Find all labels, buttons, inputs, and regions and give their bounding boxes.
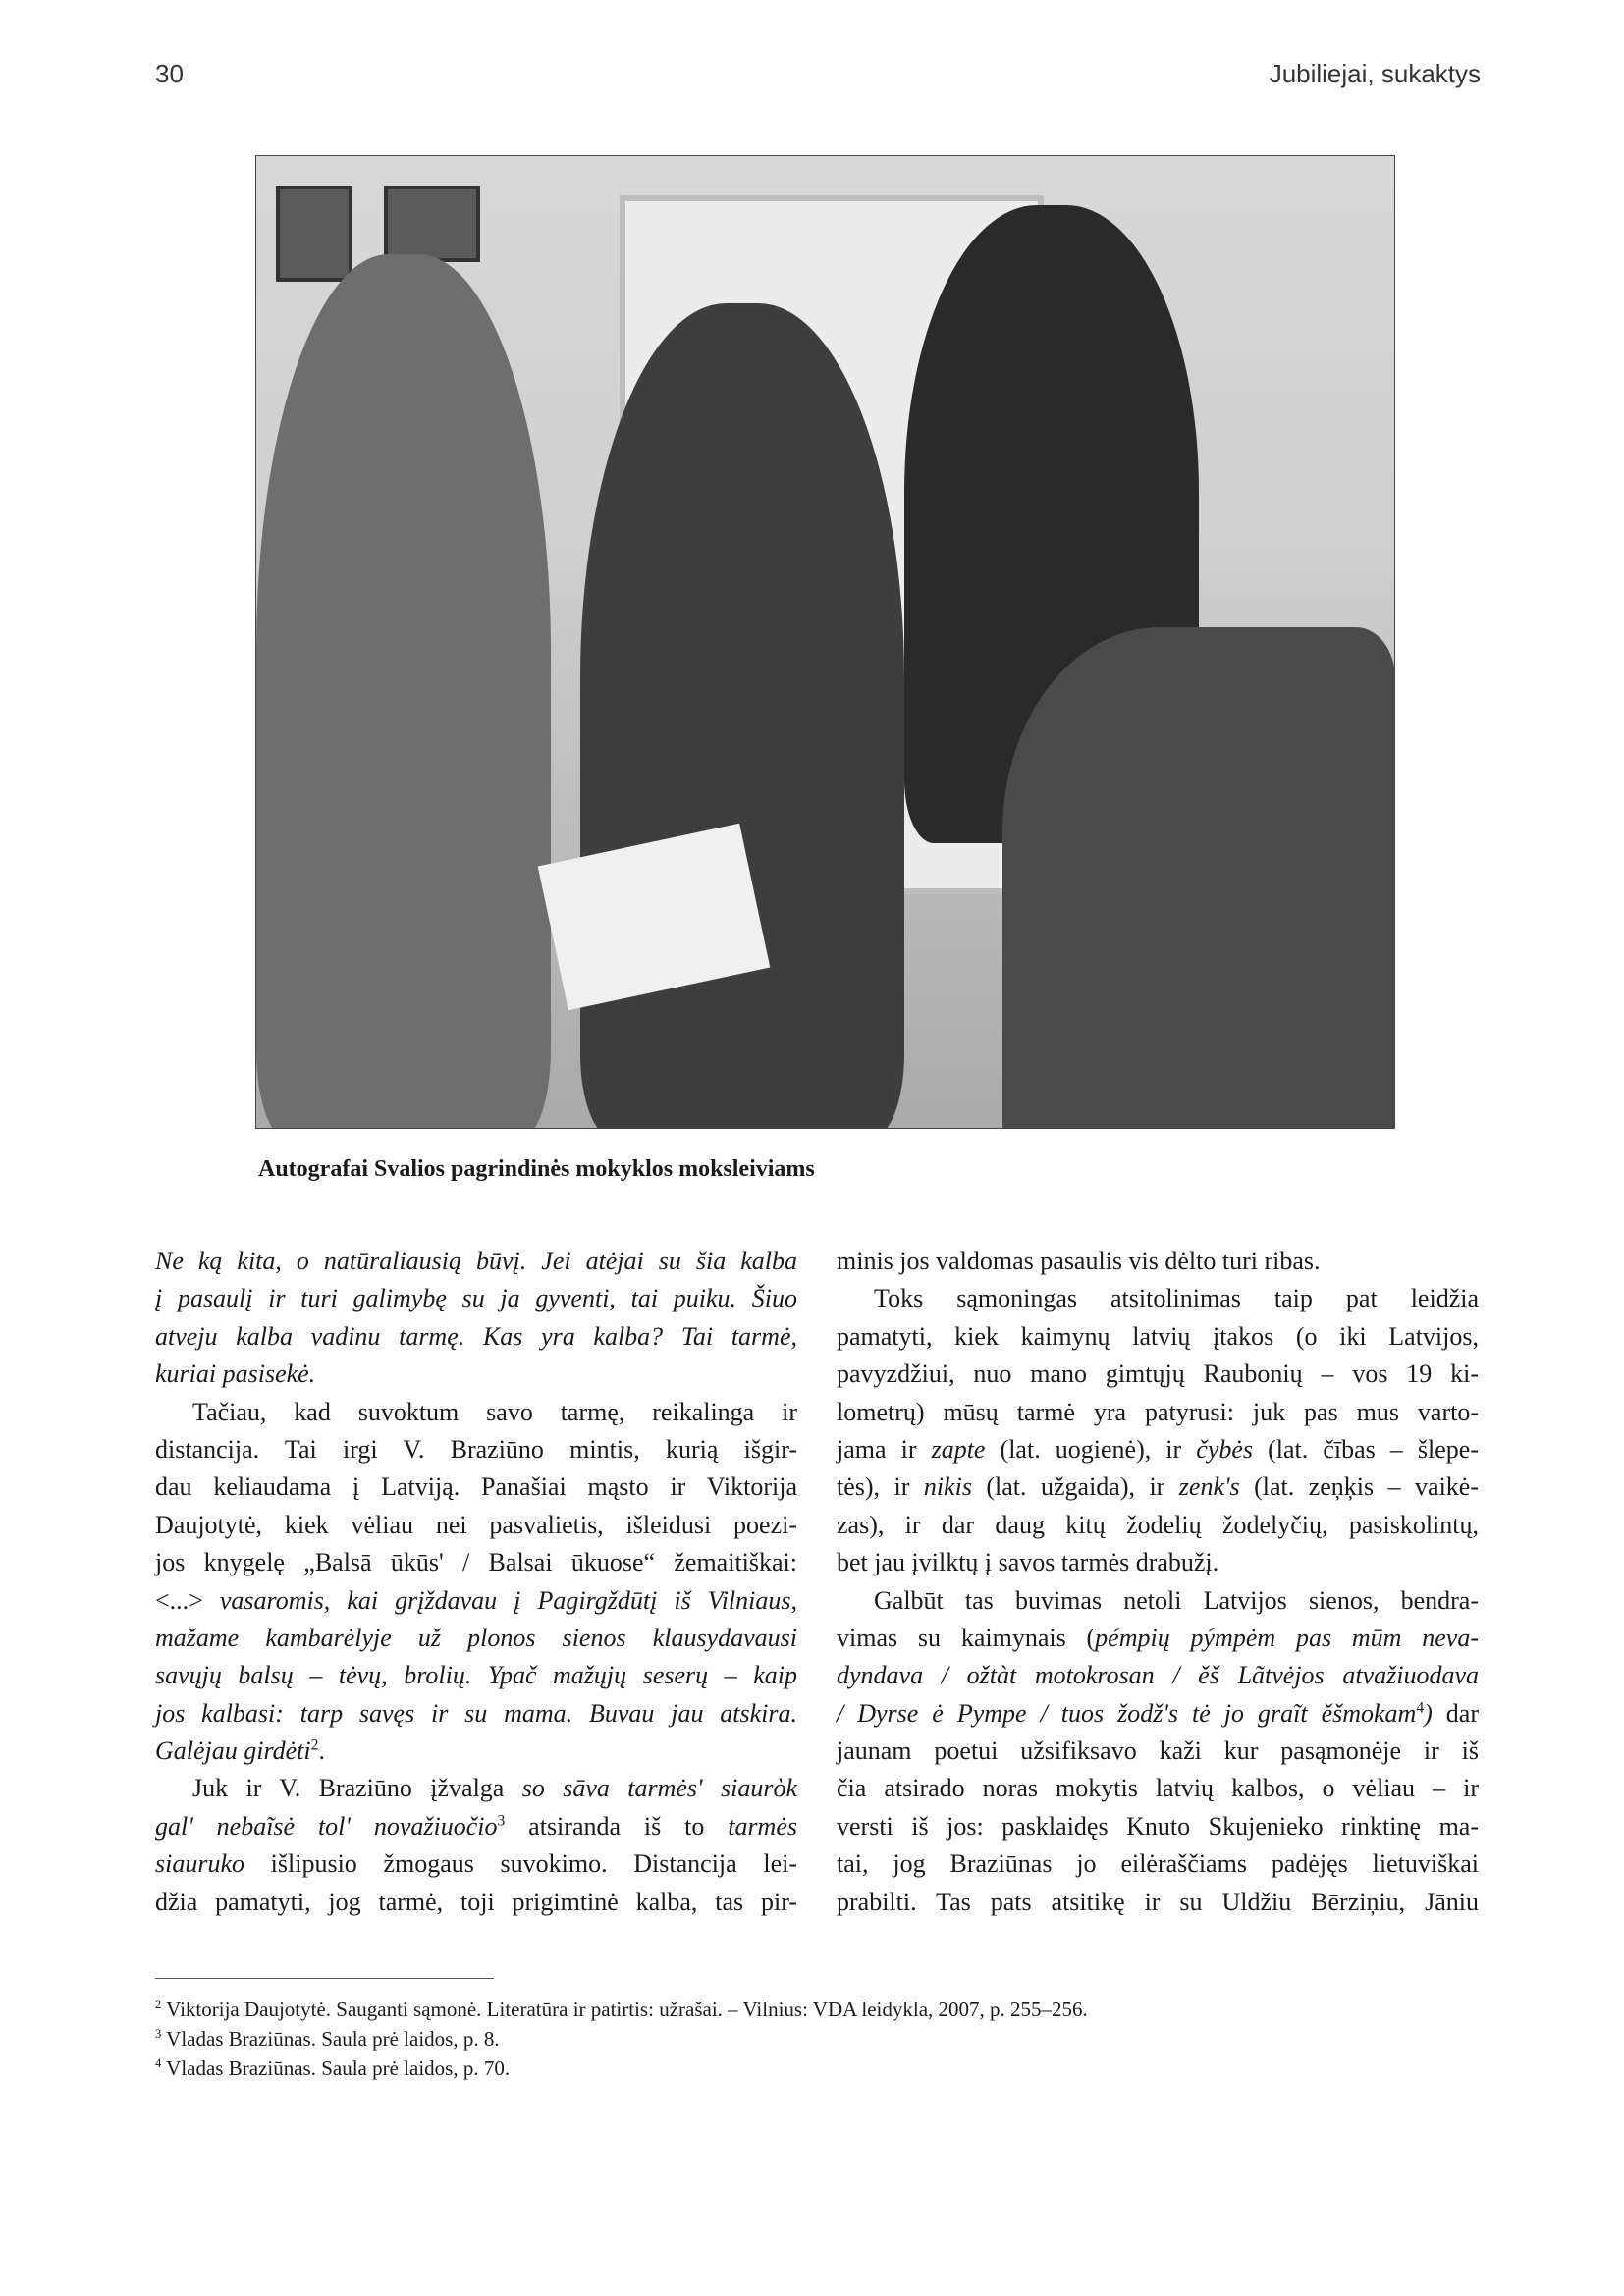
text-segment: Tačiau, kad suvoktum savo tarmę, reikalinga ir [192,1397,797,1426]
footnote-text: Vladas Braziūnas. Saula prė laidos, p. 8. [161,2027,500,2051]
text-line [837,1394,1479,1431]
footnote-ref: 2 [310,1736,319,1754]
footnote-number: 2 [155,1998,162,2011]
text-segment: gal' nebaĩsė tol' novažiuočio [155,1811,498,1841]
text-segment: nikis [923,1472,972,1502]
text-line [155,1582,797,1620]
text-segment: džia pamatyti, jog tarmė, toji prigimtinė kalba, tas pir- [155,1887,797,1916]
text-line [837,1808,1479,1845]
text-segment: lometrų) mūsų tarmė yra patyrusi: juk pas mus varto- [837,1397,1479,1426]
text-line [837,1582,1479,1620]
text-segment: so sāva tarmės' siaurὸk [521,1774,797,1803]
text-line [155,1733,797,1770]
footnote [155,2024,1088,2054]
text-segment: zas), ir dar daug kitų žodelių žodelyčių, pasiskolintų, [837,1510,1479,1539]
text-segment: tarmės [728,1811,797,1841]
text-line [155,1884,797,1921]
text-line [837,1318,1479,1356]
text-segment: zapte [931,1434,986,1464]
text-segment: atveju kalba vadinu tarmę. Kas yra kalba? Tai tarmė, [155,1321,797,1351]
text-line [155,1243,797,1280]
text-segment: tai, jog Braziūnas jo eilėraščiams padėjęs lietuviškai [837,1849,1479,1879]
text-segment: jama ir [837,1434,932,1464]
text-segment: savųjų balsų – tėvų, brolių. Ypač mažųjų seserų – kaip [155,1661,797,1690]
text-line [155,1356,797,1393]
text-line [155,1544,797,1581]
footnote [155,2054,1088,2083]
text-line [837,1507,1479,1544]
text-line [837,1243,1479,1280]
footnote-text: Vladas Braziūnas. Saula prė laidos, p. 70. [161,2056,511,2080]
text-segment: mažame kambarėlyje už plonos sienos klausydavausi [155,1623,797,1652]
text-segment: Ne ką kita, o natūraliausią būvį. Jei atėjai su šia kalba [155,1247,797,1275]
text-line [837,1884,1479,1921]
text-segment: (lat. čības – šlepe- [1253,1434,1479,1464]
text-segment: (lat. užgaida), ir [971,1472,1179,1502]
text-segment: siauruko [155,1849,244,1879]
text-line [837,1356,1479,1393]
text-segment: <...> [155,1585,203,1615]
text-segment: dyndava / ožtàt motokrosan / ěš Lãtvėjos atvažiuodava [837,1661,1479,1690]
text-segment: zenk's [1178,1472,1240,1502]
text-line [837,1544,1479,1581]
figure-caption: Autografai Svalios pagrindinės mokyklos moksleiviams [258,1156,815,1182]
text-segment: čybės [1196,1434,1254,1464]
text-line [155,1845,797,1883]
text-segment: / Dyrse ė Pympe / tuos žodž's tė jo graĩt ěšmokam [837,1698,1417,1728]
footnotes [155,1995,1088,2083]
text-line [155,1280,797,1317]
text-segment: vasaromis, kai grįždavau į Pagirgždūtį iš Vilniaus, [202,1585,797,1615]
text-segment: į pasaulį ir turi galimybę su ja gyventi, tai puiku. Šiuo [155,1284,797,1313]
text-segment: išlipusio žmogaus suvokimo. Distancija lei- [244,1849,797,1879]
text-segment: Juk ir V. Braziūno įžvalga [192,1774,522,1803]
text-line [155,1318,797,1356]
text-line [837,1695,1479,1733]
text-segment: jos kalbasi: tarp savęs ir su mama. Buvau jau atskira. [155,1698,797,1728]
page-number: 30 [155,59,184,88]
text-line [837,1431,1479,1468]
text-line [837,1733,1479,1770]
text-segment: Galėjau girdėti [155,1736,311,1766]
seated-man [1002,627,1395,1129]
text-line [155,1507,797,1544]
text-segment: dau keliaudama į Latviją. Panašiai mąsto ir Viktorija [155,1472,797,1502]
footnote [155,1995,1088,2024]
text-line [837,1620,1479,1657]
footnote-divider [155,1978,494,1979]
girl-center [580,303,904,1129]
text-line [155,1468,797,1506]
text-line [155,1657,797,1694]
text-segment: . [318,1736,325,1766]
text-segment: dar [1432,1698,1479,1728]
text-line [837,1280,1479,1317]
text-segment: versti iš jos: pasklaidęs Knuto Skujenieko rinktinę ma- [837,1811,1479,1841]
text-segment: kuriai pasisekė. [155,1360,316,1389]
text-segment: tės), ir [837,1472,924,1502]
text-segment: atsiranda iš to [505,1811,729,1841]
footnote-ref: 3 [497,1812,506,1830]
text-segment: pémpių pýmpėm pas mūm neva- [1095,1623,1479,1652]
text-line [155,1394,797,1431]
text-line [837,1468,1479,1506]
text-segment: jaunam poetui užsifiksavo kaži kur pasąmonėje ir iš [837,1736,1479,1766]
text-segment: minis jos valdomas pasaulis vis dėlto turi ribas. [837,1247,1321,1275]
text-line [837,1770,1479,1807]
footnote-number: 3 [155,2027,162,2041]
text-line [155,1695,797,1733]
running-header: Jubiliejai, sukaktys [1269,59,1481,88]
text-segment: vimas su kaimynais ( [837,1623,1096,1652]
footnote-text: Viktorija Daujotytė. Sauganti sąmonė. Literatūra ir patirtis: užrašai. – Vilnius: VDA leidykla, 2007, p. 255–256. [161,1998,1088,2021]
text-segment: Galbūt tas buvimas netoli Latvijos sienos, bendra- [874,1585,1479,1615]
girl-left [256,254,551,1129]
wall-picture [276,186,352,282]
text-segment: bet jau įvilktų į savos tarmės drabužį. [837,1548,1219,1577]
wall-picture [384,186,480,262]
text-segment: jos knygelę „Balsā ūkūs' / Balsai ūkuose“ žemaitiškai: [155,1548,797,1577]
text-line [155,1620,797,1657]
text-segment: pamatyti, kiek kaimynų latvių įtakos (o iki Latvijos, [837,1321,1479,1351]
text-segment: ) [1424,1698,1433,1728]
text-column-right [837,1243,1479,1921]
text-segment: Daujotytė, kiek vėliau nei pasvalietis, išleidusi poezi- [155,1510,797,1539]
text-segment: Toks sąmoningas atsitolinimas taip pat leidžia [874,1284,1479,1313]
text-column-left [155,1243,797,1921]
footnote-number: 4 [155,2056,162,2070]
text-line [837,1657,1479,1694]
text-line [155,1431,797,1468]
text-line [155,1770,797,1807]
text-line [837,1845,1479,1883]
text-segment: prabilti. Tas pats atsitikę ir su Uldžiu Bērziņiu, Jāniu [837,1887,1479,1916]
text-segment: (lat. uogienė), ir [985,1434,1197,1464]
text-segment: distancija. Tai irgi V. Braziūno mintis, kurią išgir- [155,1434,797,1464]
text-line [155,1808,797,1845]
text-segment: pavyzdžiui, nuo mano gimtųjų Raubonių – vos 19 ki- [837,1360,1479,1389]
photo-autograph-signing [255,155,1395,1129]
text-segment: čia atsirado noras mokytis latvių kalbos, o vėliau – ir [837,1774,1479,1803]
footnote-ref: 4 [1416,1699,1425,1717]
text-segment: (lat. zeņķis – vaikė- [1239,1472,1480,1502]
